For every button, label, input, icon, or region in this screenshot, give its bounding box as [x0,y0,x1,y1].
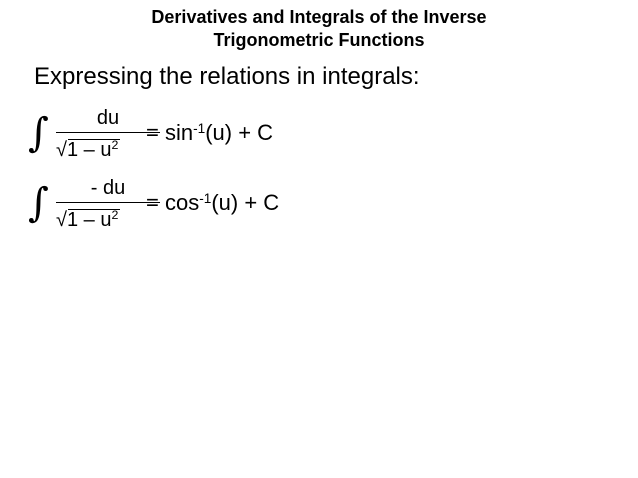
radicand: 1 – u [66,209,112,231]
slide-title-line-2: Trigonometric Functions [213,30,425,50]
result-function: = cos [146,190,200,215]
result-exponent: -1 [193,120,206,136]
radicand: 1 – u [66,139,112,161]
formula-result [146,189,279,220]
result-argument: (u) + C [205,120,274,145]
formula-arccos [28,176,628,258]
radical-vinculum [68,209,120,210]
section-heading: Expressing the relations in integrals: [34,63,420,90]
square-root [56,138,118,164]
result-argument: (u) + C [211,190,280,215]
formula-numerator: - du [90,177,126,199]
formula-denominator [56,138,118,164]
formula-denominator [56,208,118,234]
radical-sign-icon: √ [56,139,67,161]
square-root [56,208,118,234]
radicand-exponent: 2 [111,208,119,223]
integral-sign-icon: ∫ [28,180,49,226]
formula-numerator: du [96,107,120,129]
result-exponent: -1 [199,190,212,206]
radical-sign-icon: √ [56,209,67,231]
radical-vinculum [68,139,120,140]
slide-title [0,6,638,52]
fraction-bar [56,132,160,133]
result-function: = sin [146,120,194,145]
formula-result [146,119,273,150]
integral-sign-icon: ∫ [28,110,49,156]
fraction-bar [56,202,160,203]
radicand-exponent: 2 [111,138,119,153]
slide-title-line-1: Derivatives and Integrals of the Inverse [151,7,487,27]
